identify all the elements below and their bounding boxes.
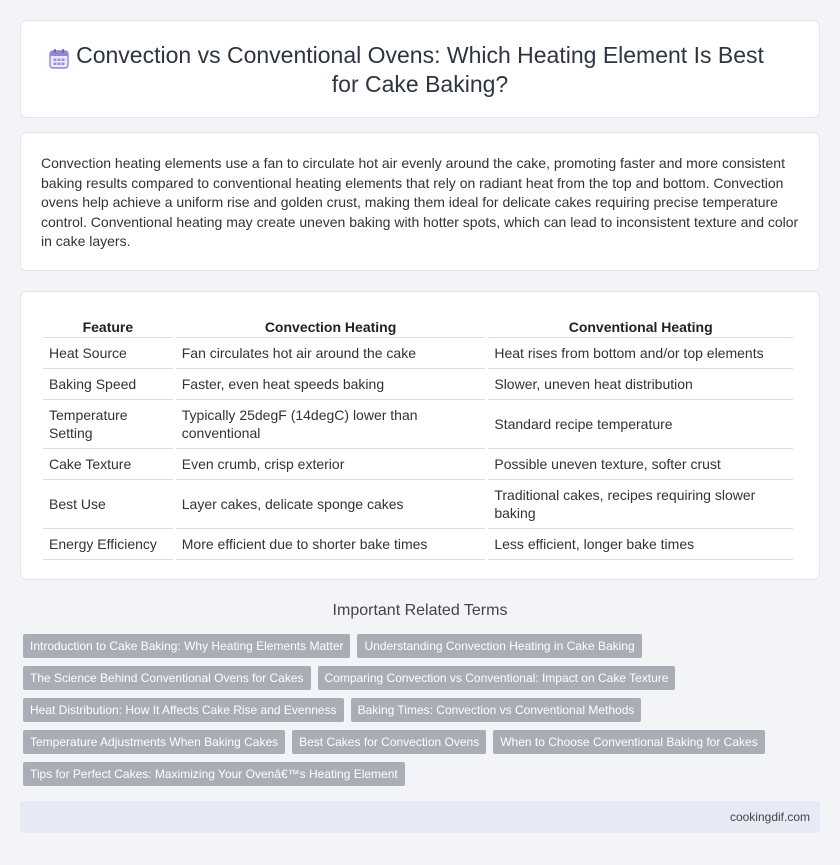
- summary-card: [20, 132, 820, 271]
- table-header-row: [43, 312, 793, 338]
- table-cell: Energy Efficiency: [43, 529, 173, 560]
- title-card: [20, 20, 820, 118]
- related-term-tag[interactable]: Baking Times: Convection vs Conventional Methods: [351, 698, 642, 722]
- table-cell: Heat rises from bottom and/or top elements: [488, 338, 793, 369]
- table-cell: Faster, even heat speeds baking: [176, 369, 486, 400]
- table-cell: Traditional cakes, recipes requiring slower baking: [488, 480, 793, 529]
- table-cell: Less efficient, longer bake times: [488, 529, 793, 560]
- related-term-tag[interactable]: The Science Behind Conventional Ovens for Cakes: [23, 666, 311, 690]
- table-row: [43, 529, 793, 560]
- header-convection: Convection Heating: [176, 312, 486, 338]
- table-row: [43, 449, 793, 480]
- table-cell: Typically 25degF (14degC) lower than conventional: [176, 400, 486, 449]
- footer-site-link[interactable]: cookingdif.com: [729, 810, 810, 824]
- related-term-tag[interactable]: Introduction to Cake Baking: Why Heating Elements Matter: [23, 634, 350, 658]
- related-terms-list: [23, 634, 783, 786]
- table-cell: Baking Speed: [43, 369, 173, 400]
- table-row: [43, 480, 793, 529]
- table-row: [43, 338, 793, 369]
- page-title: Convection vs Conventional Ovens: Which Heating Element Is Best for Cake Baking?: [76, 42, 764, 97]
- related-term-tag[interactable]: Comparing Convection vs Conventional: Impact on Cake Texture: [318, 666, 676, 690]
- table-cell: Standard recipe temperature: [488, 400, 793, 449]
- comparison-table-card: [20, 291, 820, 580]
- table-cell: Best Use: [43, 480, 173, 529]
- table-cell: Cake Texture: [43, 449, 173, 480]
- table-cell: Heat Source: [43, 338, 173, 369]
- table-cell: Fan circulates hot air around the cake: [176, 338, 486, 369]
- table-row: [43, 369, 793, 400]
- related-terms-heading: Important Related Terms: [332, 602, 508, 619]
- table-cell: Possible uneven texture, softer crust: [488, 449, 793, 480]
- related-term-tag[interactable]: Tips for Perfect Cakes: Maximizing Your Ovenâ€™s Heating Element: [23, 762, 405, 786]
- comparison-table: [40, 312, 796, 560]
- related-term-tag[interactable]: Understanding Convection Heating in Cake Baking: [357, 634, 641, 658]
- summary-paragraph: Convection heating elements use a fan to circulate hot air evenly around the cake, promoting faster and more consistent baking results compared to conventional heating elements that rely on radiant heat from the top and bottom. Convection ovens help achieve a uniform rise and golden crust, making them ideal for delicate cakes requiring precise temperature control. Conventional heating may create uneven baking with hotter spots, which can lead to inconsistent texture and color in cake layers.: [41, 155, 799, 249]
- table-cell: Temperature Setting: [43, 400, 173, 449]
- related-term-tag[interactable]: Temperature Adjustments When Baking Cakes: [23, 730, 285, 754]
- footer: [20, 801, 820, 833]
- table-row: [43, 400, 793, 449]
- related-term-tag[interactable]: Heat Distribution: How It Affects Cake Rise and Evenness: [23, 698, 344, 722]
- table-cell: Slower, uneven heat distribution: [488, 369, 793, 400]
- table-cell: Even crumb, crisp exterior: [176, 449, 486, 480]
- table-cell: Layer cakes, delicate sponge cakes: [176, 480, 486, 529]
- table-cell: More efficient due to shorter bake times: [176, 529, 486, 560]
- header-feature: Feature: [43, 312, 173, 338]
- header-conventional: Conventional Heating: [488, 312, 793, 338]
- related-term-tag[interactable]: When to Choose Conventional Baking for Cakes: [493, 730, 764, 754]
- related-term-tag[interactable]: Best Cakes for Convection Ovens: [292, 730, 486, 754]
